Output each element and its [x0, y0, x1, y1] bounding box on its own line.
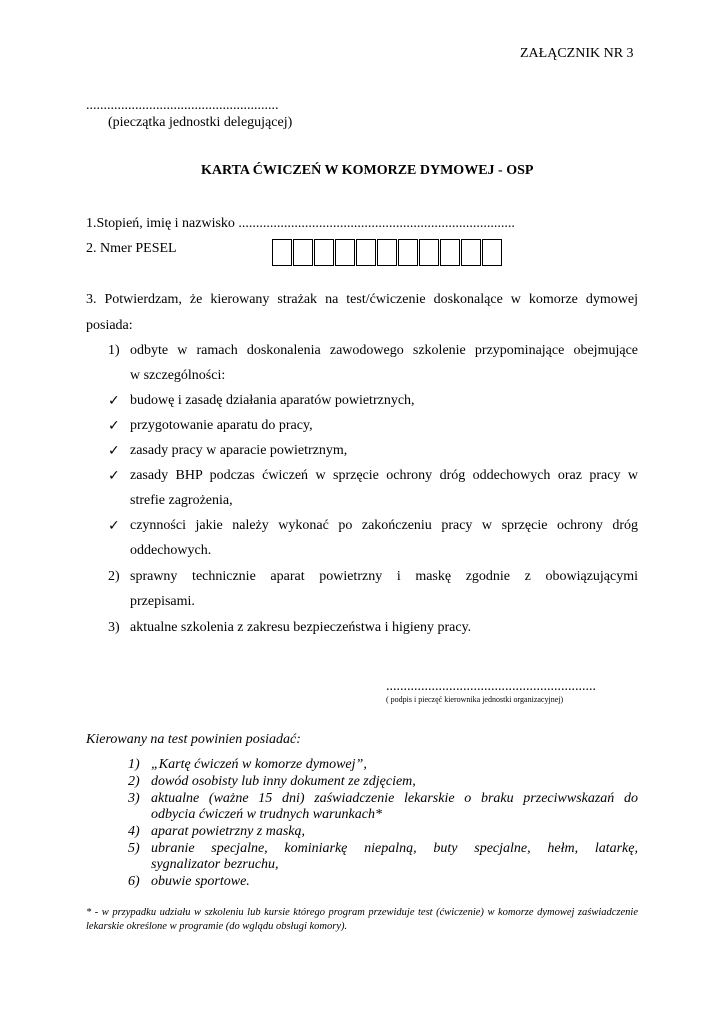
pesel-digit-box: [419, 239, 439, 266]
checkmark-icon: ✓: [108, 393, 120, 409]
requirement-text-cont: sygnalizator bezruchu,: [151, 857, 279, 872]
pesel-digit-box: [440, 239, 460, 266]
requirement-text-cont: odbycia ćwiczeń w trudnych warunkach*: [151, 807, 382, 822]
attachment-label: ZAŁĄCZNIK NR 3: [520, 46, 634, 61]
pesel-digit-box: [398, 239, 418, 266]
confirm-item-text-cont: w szczególności:: [130, 368, 226, 383]
bullet-item-text: zasady BHP podczas ćwiczeń w sprzęcie ochrony dróg oddechowych oraz pracy w: [130, 468, 638, 483]
requirement-number: 5): [128, 841, 140, 856]
requirement-number: 4): [128, 824, 140, 839]
pesel-digit-box: [377, 239, 397, 266]
bullet-item-text: przygotowanie aparatu do pracy,: [130, 418, 313, 433]
requirement-text: dowód osobisty lub inny dokument ze zdjęciem,: [151, 774, 416, 789]
pesel-digit-box: [461, 239, 481, 266]
bullet-item-text: budowę i zasadę działania aparatów powietrznych,: [130, 393, 415, 408]
bullet-item-text-cont: oddechowych.: [130, 543, 212, 558]
requirement-text: obuwie sportowe.: [151, 874, 250, 889]
confirm-item-number: 1): [108, 343, 120, 358]
confirm-item-text: odbyte w ramach doskonalenia zawodowego szkolenie przypominające obejmujące: [130, 343, 638, 358]
confirm-intro-line1: 3. Potwierdzam, że kierowany strażak na test/ćwiczenie doskonalące w komorze dymowej: [86, 292, 638, 307]
requirement-text: „Kartę ćwiczeń w komorze dymowej”,: [151, 757, 367, 772]
requirement-text: ubranie specjalne, kominiarkę niepalną, buty specjalne, hełm, latarkę,: [151, 841, 638, 856]
requirement-text: aktualne (ważne 15 dni) zaświadczenie lekarskie o braku przeciwwskazań do: [151, 791, 638, 806]
bullet-item-text-cont: strefie zagrożenia,: [130, 493, 233, 508]
confirm-item-text-cont: przepisami.: [130, 594, 195, 609]
requirement-number: 6): [128, 874, 140, 889]
pesel-digit-box: [293, 239, 313, 266]
pesel-digit-box: [335, 239, 355, 266]
checkmark-icon: ✓: [108, 468, 120, 484]
signature-dotted-line: ............................................................: [386, 679, 596, 694]
signature-label: ( podpis i pieczęć kierownika jednostki organizacyjnej): [386, 695, 564, 704]
requirement-number: 3): [128, 791, 140, 806]
checkmark-icon: ✓: [108, 418, 120, 434]
pesel-digit-box: [314, 239, 334, 266]
bullet-item-text: zasady pracy w aparacie powietrznym,: [130, 443, 348, 458]
requirement-text: aparat powietrzny z maską,: [151, 824, 305, 839]
confirm-item-number: 2): [108, 569, 120, 584]
stamp-dotted-line: .......................................................: [86, 98, 279, 113]
pesel-digit-box: [482, 239, 502, 266]
requirement-number: 1): [128, 757, 140, 772]
bullet-item-text: czynności jakie należy wykonać po zakończeniu pracy w sprzęcie ochrony dróg: [130, 518, 638, 533]
confirm-item-text: sprawny technicznie aparat powietrzny i maskę zgodnie z obowiązującymi: [130, 569, 638, 584]
checkmark-icon: ✓: [108, 443, 120, 459]
name-field-line: 1.Stopień, imię i nazwisko ...............................................................................: [86, 216, 515, 231]
requirements-heading: Kierowany na test powinien posiadać:: [86, 732, 301, 747]
requirement-number: 2): [128, 774, 140, 789]
document-title: KARTA ĆWICZEŃ W KOMORZE DYMOWEJ - OSP: [201, 163, 534, 178]
confirm-item-number: 3): [108, 620, 120, 635]
stamp-label: (pieczątka jednostki delegującej): [108, 115, 293, 130]
pesel-boxes: [272, 239, 503, 266]
confirm-intro-line2: posiada:: [86, 318, 133, 333]
pesel-digit-box: [356, 239, 376, 266]
checkmark-icon: ✓: [108, 518, 120, 534]
confirm-item-text: aktualne szkolenia z zakresu bezpieczeństwa i higieny pracy.: [130, 620, 472, 635]
pesel-label: 2. Nmer PESEL: [86, 241, 177, 256]
footnote: * - w przypadku udziału w szkoleniu lub kursie którego program przewiduje test (ćwiczenie) w komorze dymowej zaświadczenie lekarskie określone w programie (do wglądu obsługi komory).: [86, 907, 638, 932]
pesel-digit-box: [272, 239, 292, 266]
